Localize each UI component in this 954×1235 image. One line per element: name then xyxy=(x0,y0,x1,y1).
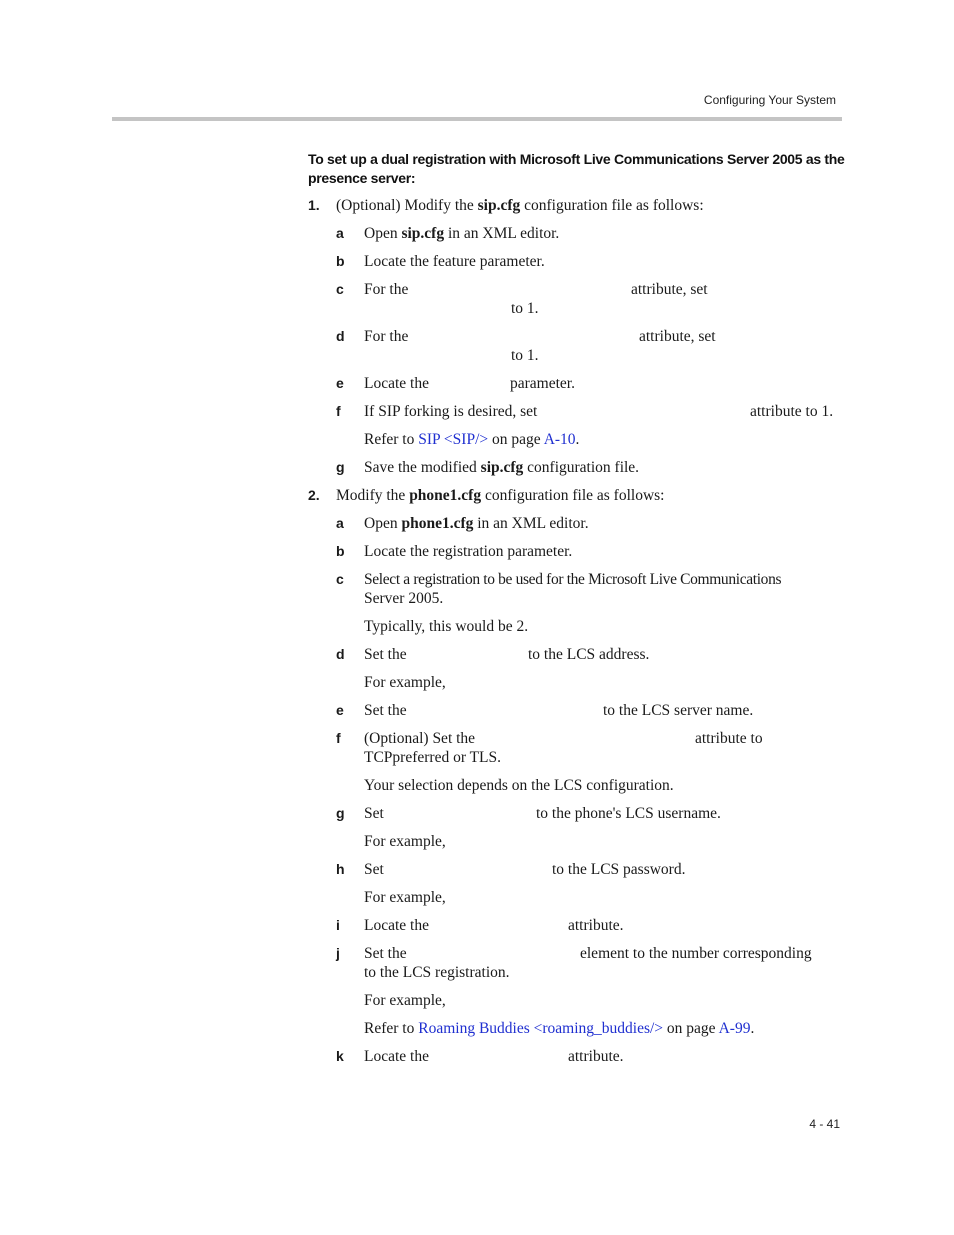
substep-note: For example, xyxy=(364,889,446,906)
substep-text: Set the xyxy=(364,945,407,962)
page-number: 4 - 41 xyxy=(809,1117,840,1131)
substep-letter: c xyxy=(336,281,344,297)
substep-letter: h xyxy=(336,861,345,877)
cross-reference: Refer to Roaming Buddies <roaming_buddies/> on page A-99. xyxy=(364,1020,755,1037)
cross-reference: Refer to SIP <SIP/> on page A-10. xyxy=(364,431,580,448)
substep-text: Locate the registration parameter. xyxy=(364,543,573,560)
substep-text: If SIP forking is desired, set xyxy=(364,403,538,420)
substep-letter: j xyxy=(336,945,340,961)
substep-text: Set the xyxy=(364,646,407,663)
substep-letter: a xyxy=(336,515,344,531)
substep-text: attribute to 1. xyxy=(750,403,834,420)
substep-note: Your selection depends on the LCS configuration. xyxy=(364,777,674,794)
substep-letter: a xyxy=(336,225,344,241)
substep-text: Set xyxy=(364,805,384,822)
substep-text: attribute, set xyxy=(631,281,708,298)
substep-note: For example, xyxy=(364,674,446,691)
procedure-title: To set up a dual registration with Microsoft Live Communications Server 2005 as the presence server: xyxy=(308,151,845,186)
substep-note: Typically, this would be 2. xyxy=(364,618,529,635)
substep-text: to the LCS address. xyxy=(528,646,650,663)
substep-letter: e xyxy=(336,702,344,718)
substep-letter: f xyxy=(336,730,341,746)
substep-text: to the LCS server name. xyxy=(603,702,754,719)
substep-text: For the xyxy=(364,281,409,298)
link-page-a-99[interactable]: A-99 xyxy=(718,1020,751,1037)
substep-letter: g xyxy=(336,805,345,821)
substep-text: Locate the xyxy=(364,917,429,934)
substep-letter: g xyxy=(336,459,345,475)
substep-letter: b xyxy=(336,543,345,559)
substep-letter: f xyxy=(336,403,341,419)
substep-text: to the LCS registration. xyxy=(364,964,510,981)
step-text: Modify the phone1.cfg configuration file as follows: xyxy=(336,487,665,504)
substep-text: TCPpreferred or TLS. xyxy=(364,749,502,766)
substep-letter: d xyxy=(336,646,345,662)
step-number: 1. xyxy=(308,197,320,213)
step-number: 2. xyxy=(308,487,320,503)
substep-letter: b xyxy=(336,253,345,269)
substep-text: to the phone's LCS username. xyxy=(536,805,721,822)
running-header: Configuring Your System xyxy=(703,93,836,107)
substep-text: Set xyxy=(364,861,384,878)
link-sip[interactable]: SIP <SIP/> xyxy=(418,431,489,448)
substep-text: Open sip.cfg in an XML editor. xyxy=(364,225,560,242)
link-page-a-10[interactable]: A-10 xyxy=(543,431,576,448)
substep-text: attribute to xyxy=(695,730,763,747)
substep-text: to 1. xyxy=(511,300,539,317)
substep-letter: k xyxy=(336,1048,344,1064)
substep-text: Open phone1.cfg in an XML editor. xyxy=(364,515,589,532)
substep-text: Select a registration to be used for the Microsoft Live Communications xyxy=(364,571,782,588)
substep-text: Set the xyxy=(364,702,407,719)
substep-text: to 1. xyxy=(511,347,539,364)
substep-text: Save the modified sip.cfg configuration file. xyxy=(364,459,640,476)
header-rule xyxy=(112,117,842,121)
substep-text: Locate the xyxy=(364,1048,429,1065)
substep-note: For example, xyxy=(364,992,446,1009)
substep-text: to the LCS password. xyxy=(552,861,686,878)
substep-text: attribute, set xyxy=(639,328,716,345)
substep-text: For the xyxy=(364,328,409,345)
substep-letter: e xyxy=(336,375,344,391)
substep-text: attribute. xyxy=(568,1048,624,1065)
link-roaming-buddies[interactable]: Roaming Buddies <roaming_buddies/> xyxy=(418,1020,664,1037)
substep-text: attribute. xyxy=(568,917,624,934)
substep-text: Server 2005. xyxy=(364,590,444,607)
substep-text: (Optional) Set the xyxy=(364,730,476,747)
substep-letter: i xyxy=(336,917,340,933)
substep-note: For example, xyxy=(364,833,446,850)
substep-text: Locate the xyxy=(364,375,429,392)
substep-text: Locate the feature parameter. xyxy=(364,253,545,270)
substep-letter: d xyxy=(336,328,345,344)
substep-letter: c xyxy=(336,571,344,587)
substep-text: element to the number corresponding xyxy=(580,945,812,962)
substep-text: parameter. xyxy=(510,375,575,392)
step-text: (Optional) Modify the sip.cfg configuration file as follows: xyxy=(336,197,704,214)
